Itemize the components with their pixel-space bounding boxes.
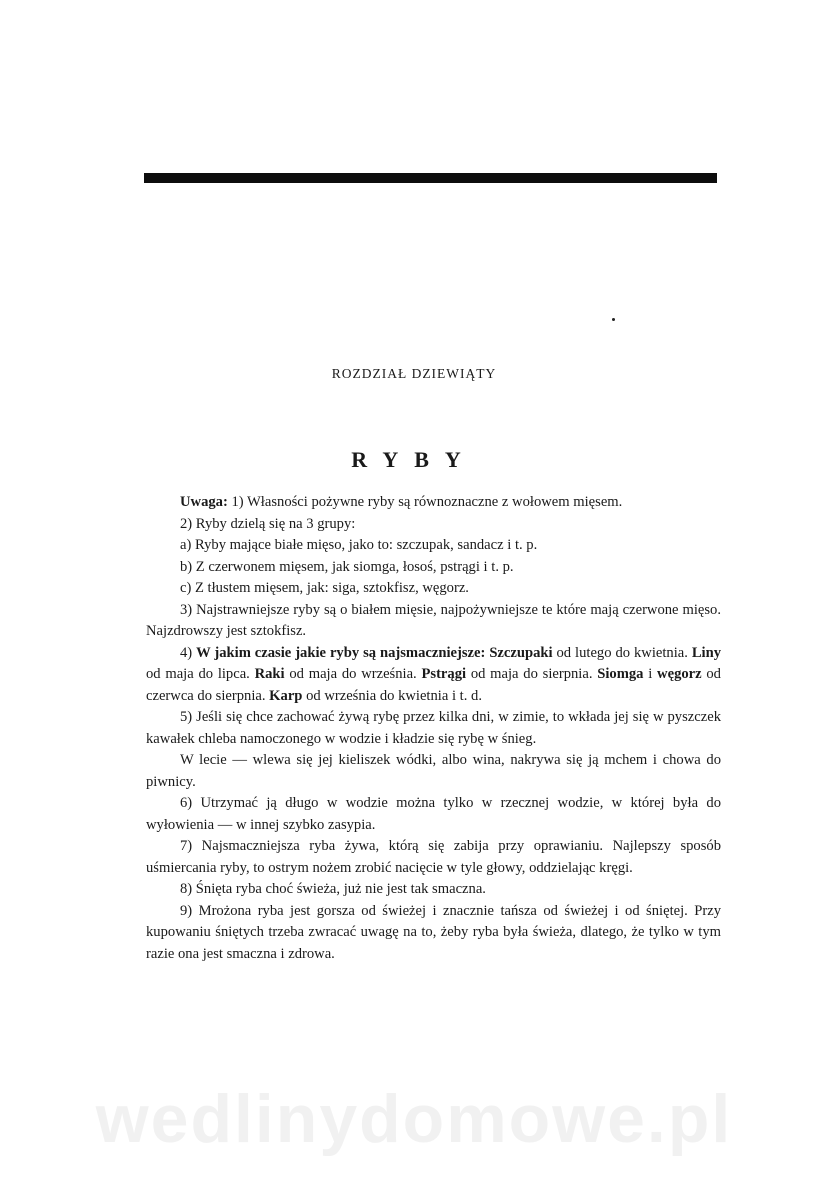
fish-pstragi: Pstrągi: [421, 666, 467, 682]
chapter-title: RYBY: [351, 447, 477, 472]
paragraph-2: 2) Ryby dzielą się na 3 grupy:: [180, 515, 356, 532]
p4-number: 4): [180, 644, 197, 661]
list-item-c: c) Z tłustem mięsem, jak: siga, sztokfisz, węgorz.: [180, 580, 469, 596]
paragraph-note: [146, 492, 721, 514]
list-item-a: a) Ryby mające białe mięso, jako to: szczupak, sandacz i t. p.: [180, 537, 538, 553]
chapter-label: ROZDZIAŁ DZIEWIĄTY: [331, 366, 497, 381]
print-speck: [612, 318, 615, 321]
p4-text-3: od maja do września.: [284, 666, 422, 682]
p4-text-7: od września do kwietnia i t. d.: [302, 687, 482, 704]
paragraph-9: 9) Mrożona ryba jest gorsza od świeżej i znacznie tańsza od świeżej i od śniętej. Przy kupowaniu śniętych trzeba zwracać uwagę na to, żeby ryba była świeża, dlatego, że tylko w tym razie ona jest smaczna i zdrowa.: [146, 902, 721, 962]
p4-text-1: od lutego do kwietnia.: [552, 644, 692, 661]
top-rule: [144, 173, 717, 183]
fish-liny: Liny: [691, 644, 722, 661]
paragraph-3: 3) Najstrawniejsze ryby są o białem mięsie, najpożywniejsze te które mają czerwone mięso. Najzdrowszy jest sztokfisz.: [146, 601, 721, 639]
paragraph-summer: W lecie — wlewa się jej kieliszek wódki, albo wina, nakrywa się ją mchem i chowa do piwnicy.: [146, 752, 721, 790]
fish-raki: Raki: [254, 666, 285, 682]
list-item-b: b) Z czerwonem mięsem, jak siomga, łosoś, pstrągi i t. p.: [180, 558, 514, 575]
paragraph-6: 6) Utrzymać ją długo w wodzie można tylko w rzecznej wodzie, w której była do wyłowienia — w innej szybko zasypia.: [146, 795, 721, 833]
fish-wegorz: węgorz: [657, 666, 702, 682]
p4-text-6: od czerwca do sierpnia.: [146, 666, 721, 704]
fish-siomga: Siomga: [597, 666, 644, 682]
paragraph-7: 7) Najsmaczniejsza ryba żywa, którą się zabija przy oprawianiu. Najlepszy sposób uśmiercania ryby, to ostrym nożem zrobić nacięcie w tyle głowy, oddzielając kręgi.: [146, 838, 721, 876]
p4-text-2: od maja do lipca.: [146, 666, 255, 682]
fish-szczupaki: Szczupaki: [489, 644, 553, 661]
p4-text-4: od maja do sierpnia.: [466, 666, 598, 682]
body-text: [146, 492, 721, 965]
paragraph-4: [146, 643, 721, 708]
p4-heading: W jakim czasie jakie ryby są najsmaczniejsze:: [196, 644, 486, 661]
paragraph-8: 8) Śnięta ryba choć świeża, już nie jest tak smaczna.: [180, 881, 486, 897]
note-lead: Uwaga:: [180, 494, 228, 510]
fish-karp: Karp: [269, 687, 303, 704]
p4-text-5: i: [643, 666, 658, 682]
note-text: 1) Własności pożywne ryby są równoznaczne z wołowem mięsem.: [227, 494, 623, 510]
watermark: wedlinydomowe.pl: [95, 1081, 733, 1157]
paragraph-5: 5) Jeśli się chce zachować żywą rybę przez kilka dni, w zimie, to wkłada jej się w pyszczek kawałek chleba namoczonego w wodzie i kładzie się rybę w śnieg.: [146, 709, 721, 747]
